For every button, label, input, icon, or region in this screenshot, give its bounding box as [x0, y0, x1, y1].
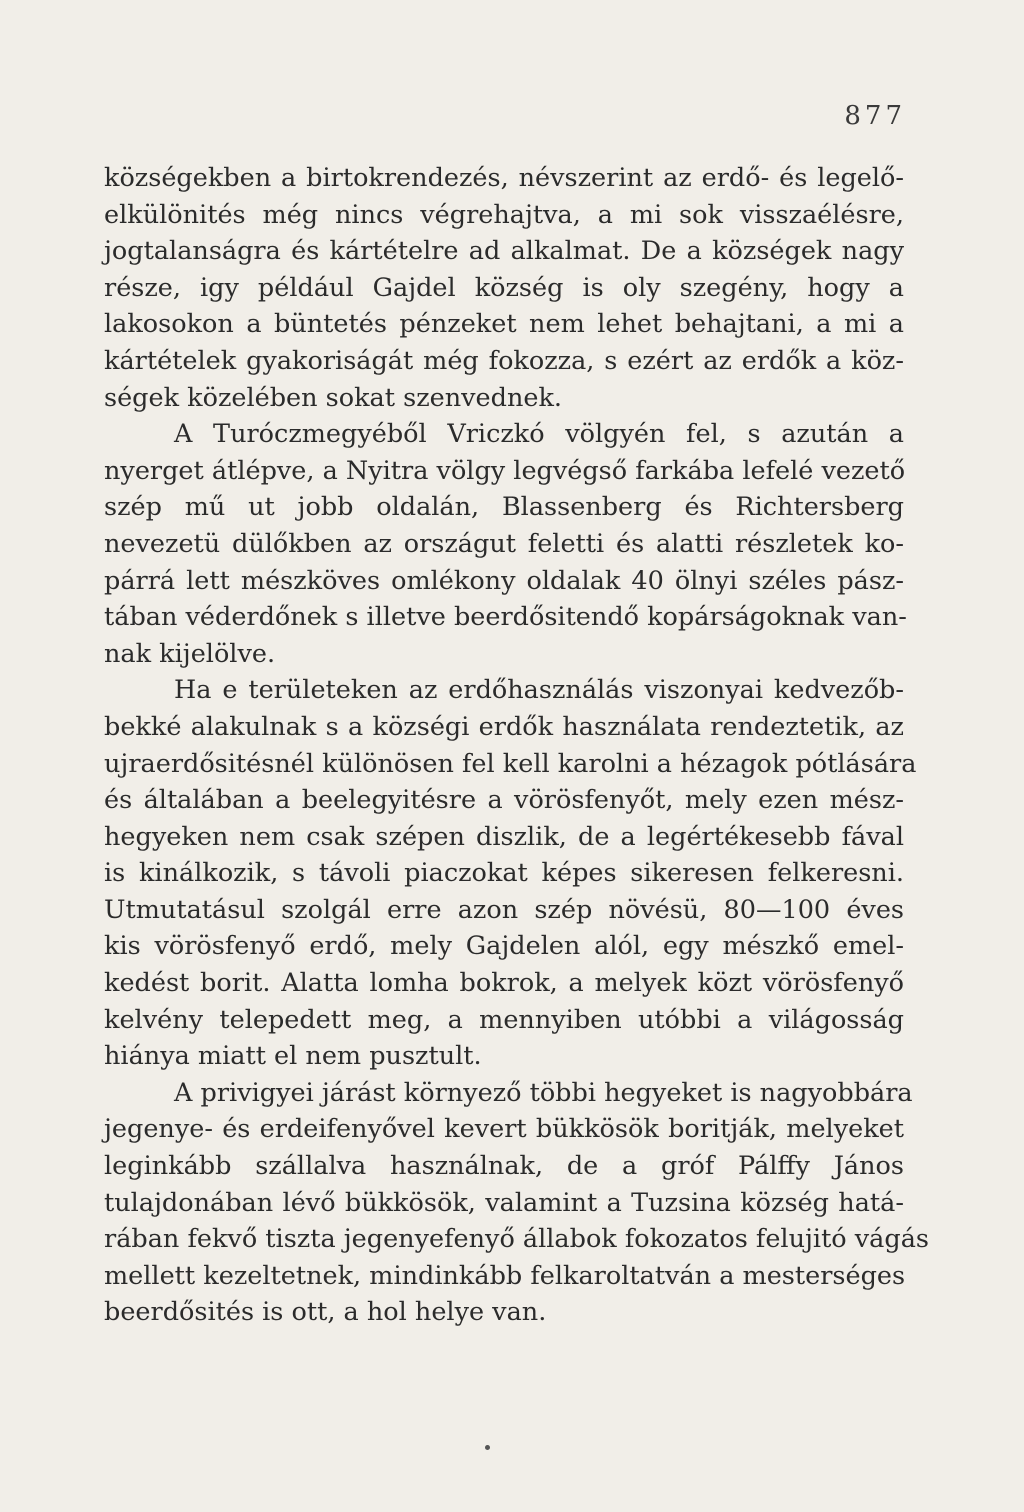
text-line: jegenye- és erdeifenyővel kevert bükkösök boritják, melyeket — [104, 1114, 904, 1145]
text-line: is kinálkozik, s távoli piaczokat képes sikeresen felkeresni. — [104, 858, 904, 889]
text-line: bekké alakulnak s a községi erdők használata rendeztetik, az — [104, 711, 904, 742]
text-line: része, igy például Gajdel község is oly szegény, hogy a — [104, 272, 904, 303]
text-line: nak kijelölve. — [104, 638, 276, 669]
text-line: hiánya miatt el nem pusztult. — [104, 1041, 482, 1072]
text-line: lakosokon a büntetés pénzeket nem lehet behajtani, a mi a — [104, 309, 904, 340]
text-line: kedést borit. Alatta lomha bokrok, a melyek közt vörösfenyő — [104, 968, 904, 999]
ink-speck — [485, 1445, 490, 1450]
text-line: szép mű ut jobb oldalán, Blassenberg és Richtersberg — [104, 492, 904, 523]
text-line: hegyeken nem csak szépen diszlik, de a legértékesebb fával — [104, 821, 904, 852]
text-line: Ha e területeken az erdőhasználás viszonyai kedvezőb- — [174, 675, 904, 706]
text-line: Utmutatásul szolgál erre azon szép növésü, 80—100 éves — [104, 894, 904, 925]
text-line: A Turóczmegyéből Vriczkó völgyén fel, s azután a — [174, 419, 904, 450]
text-line: ujraerdősitésnél különösen fel kell karolni a hézagok pótlására — [104, 748, 917, 779]
page-number: 877 — [844, 101, 906, 131]
text-line: nevezetü dülőkben az országut feletti és alatti részletek ko- — [104, 528, 904, 559]
text-line: kártételek gyakoriságát még fokozza, s ezért az erdők a köz- — [104, 345, 904, 376]
text-line: és általában a beelegyitésre a vörösfenyőt, mely ezen mész- — [104, 785, 904, 816]
text-line: párrá lett mészköves omlékony oldalak 40 ölnyi széles pász- — [104, 565, 904, 596]
text-line: kis vörösfenyő erdő, mely Gajdelen alól, egy mészkő emel- — [104, 931, 904, 962]
text-line: tában véderdőnek s illetve beerdősitendő kopárságoknak van- — [104, 602, 907, 633]
body-text — [104, 160, 929, 1331]
text-line: mellett kezeltetnek, mindinkább felkaroltatván a mesterséges — [104, 1260, 906, 1291]
text-line: községekben a birtokrendezés, névszerint az erdő- és legelő- — [104, 163, 904, 193]
text-line: rában fekvő tiszta jegenyefenyő állabok fokozatos felujitó vágás — [104, 1224, 929, 1255]
text-line: tulajdonában lévő bükkösök, valamint a Tuzsina község hatá- — [104, 1187, 904, 1218]
text-line: elkülönités még nincs végrehajtva, a mi sok visszaélésre, — [104, 199, 904, 230]
text-line: ségek közelében sokat szenvednek. — [104, 382, 563, 413]
text-line: beerdősités is ott, a hol helye van. — [104, 1297, 547, 1328]
text-line: jogtalanságra és kártételre ad alkalmat. De a községek nagy — [104, 236, 904, 267]
text-line: kelvény telepedett meg, a mennyiben utóbbi a világosság — [104, 1004, 904, 1035]
text-line: A privigyei járást környező többi hegyeket is nagyobbára — [174, 1077, 913, 1108]
text-line: leginkább szállalva használnak, de a gróf Pálffy János — [104, 1151, 904, 1182]
text-line: nyerget átlépve, a Nyitra völgy legvégső farkába lefelé vezető — [104, 455, 906, 486]
